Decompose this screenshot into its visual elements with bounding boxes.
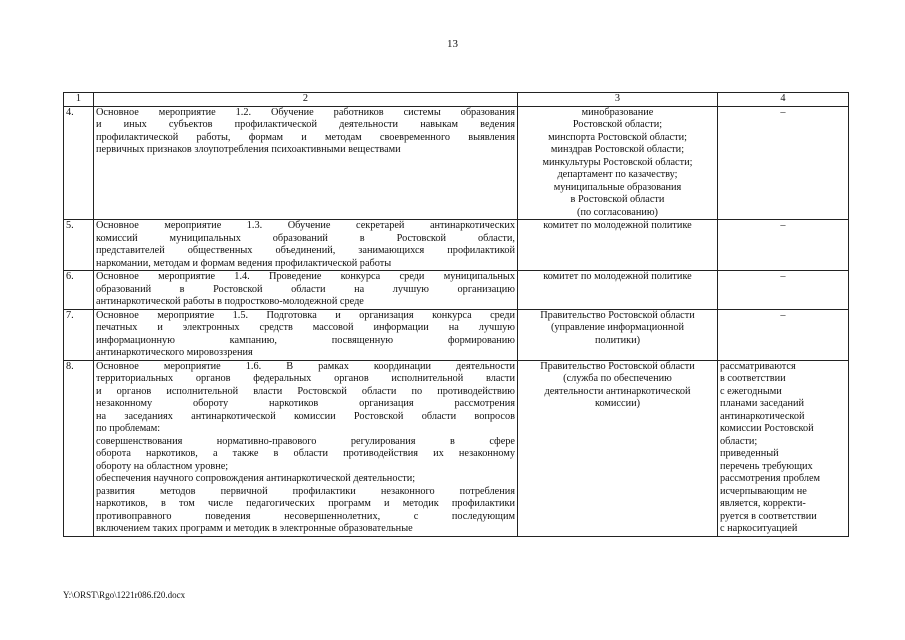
measure-description-line: печатных и электронных средств массовой информации на лучшую — [96, 322, 515, 333]
note-line: области; — [720, 435, 758, 447]
responsible-executor-line: минздрав Ростовской области; — [550, 144, 685, 155]
measure-description-line: развития методов первичной профилактики незаконного потребления — [96, 485, 515, 497]
responsible-executor-line: (управление информационной — [550, 322, 685, 333]
table-header-row — [64, 93, 849, 107]
note-line: с ежегодными — [720, 385, 782, 397]
measure-description-line: Основное мероприятие 1.4. Проведение конкурса среди муниципальных — [96, 271, 515, 282]
header-cell: 4 — [718, 93, 849, 107]
note — [718, 106, 849, 220]
measure-description-line: первичных признаков злоупотребления психоактивными веществами — [96, 144, 401, 155]
header-cell: 3 — [518, 93, 718, 107]
measure-description-line: территориальных органов федеральных органов исполнительной власти — [96, 373, 515, 384]
row-number: 8. — [64, 360, 94, 536]
row-number: 7. — [64, 309, 94, 360]
note-line: с наркоситуацией — [720, 523, 798, 534]
responsible-executor-line: Ростовской области; — [572, 119, 663, 130]
responsible-executor-line: Правительство Ростовской области — [540, 360, 695, 372]
responsible-executor-line: политики) — [594, 334, 641, 346]
table-row — [64, 220, 849, 271]
table-row — [64, 106, 849, 220]
header-cell: 2 — [94, 93, 518, 107]
measure-description — [94, 309, 518, 360]
table-row — [64, 271, 849, 310]
measure-description-line: Основное мероприятие 1.3. Обучение секретарей антинаркотических — [96, 220, 515, 231]
responsible-executor-line: минобразование — [581, 106, 654, 118]
file-path: Y:\ORST\Rgo\1221r086.f20.docx — [63, 590, 186, 600]
measure-description-line: противоправного поведения несовершеннолетних, с последующим — [96, 510, 515, 522]
note — [718, 309, 849, 360]
responsible-executor-line: комитет по молодежной политике — [543, 220, 692, 231]
note-line: исчерпывающим не — [720, 485, 807, 497]
measure-description-line: и органов исполнительной власти Ростовской области по противодействию — [96, 385, 515, 397]
note — [718, 271, 849, 310]
note-line: – — [780, 309, 786, 321]
measure-description-line: представителей общественных объединений, занимающихся профилактикой — [96, 245, 515, 256]
note — [718, 220, 849, 271]
note-line: перечень требующих — [720, 460, 813, 472]
measure-description — [94, 271, 518, 310]
responsible-executor-line: минкультуры Ростовской области; — [542, 156, 693, 168]
measure-description-line: включением таких программ и методик в электронные образовательные — [96, 523, 413, 534]
responsible-executor-line: комитет по молодежной политике — [543, 271, 692, 282]
responsible-executor — [518, 360, 718, 536]
measure-description-line: профилактической работы, формам и методам своевременного выявления — [96, 131, 515, 143]
header-cell: 1 — [64, 93, 94, 107]
note-line: является, корректи- — [720, 498, 806, 509]
responsible-executor — [518, 309, 718, 360]
table-row — [64, 309, 849, 360]
responsible-executor-line: в Ростовской области — [570, 194, 665, 205]
responsible-executor-line: (служба по обеспечению — [563, 373, 672, 384]
note-line: рассматриваются — [720, 360, 796, 372]
responsible-executor-line: департамент по казачеству; — [557, 169, 678, 180]
row-number: 4. — [64, 106, 94, 220]
responsible-executor-line: (по согласованию) — [577, 206, 658, 218]
page-number: 13 — [447, 38, 458, 50]
measure-description-line: образований в Ростовской области на лучшую организацию — [96, 283, 515, 295]
note-line: руется в соответствии — [720, 510, 817, 522]
responsible-executor-line: минспорта Ростовской области; — [548, 131, 687, 143]
measure-description-line: комиссий муниципальных образований в Ростовской области, — [96, 232, 515, 244]
measure-description-line: на заседаниях антинаркотической комиссии Ростовской области вопросов — [96, 410, 515, 422]
measure-description-line: наркотиков, в том числе педагогических программ и методик профилактики — [96, 498, 515, 509]
row-number: 6. — [64, 271, 94, 310]
measure-description — [94, 106, 518, 220]
measure-description-line: антинаркотической работы в подростково-молодежной среде — [96, 296, 364, 307]
responsible-executor-line: комиссии) — [594, 398, 641, 409]
measure-description-line: по проблемам: — [96, 423, 161, 434]
note-line: рассмотрения проблем — [720, 473, 821, 484]
measure-description-line: совершенствования нормативно-правового регулирования в сфере — [96, 435, 515, 447]
measure-description-line: наркомании, методам и формам ведения профилактической работы — [96, 257, 392, 269]
table-row — [64, 360, 849, 536]
measure-description-line: Основное мероприятие 1.5. Подготовка и организация конкурса среди — [96, 309, 515, 321]
measure-description — [94, 220, 518, 271]
measure-description-line: информационную кампанию, посвященную формированию — [96, 334, 515, 346]
responsible-executor — [518, 271, 718, 310]
note-line: комиссии Ростовской — [720, 423, 814, 434]
note-line: антинаркотической — [720, 410, 805, 422]
responsible-executor — [518, 106, 718, 220]
measure-description — [94, 360, 518, 536]
note-line: в соответствии — [720, 373, 786, 384]
measure-description-line: Основное мероприятие 1.6. В рамках координации деятельности — [96, 360, 515, 372]
measure-description-line: оборота наркотиков, а также в области противодействия их незаконному — [96, 448, 515, 459]
measures-table — [63, 92, 849, 537]
row-number: 5. — [64, 220, 94, 271]
responsible-executor-line: муниципальные образования — [553, 181, 682, 193]
note-line: – — [780, 220, 786, 231]
measure-description-line: обеспечения научного сопровождения антинаркотической деятельности; — [96, 473, 416, 484]
measure-description-line: обороту на областном уровне; — [96, 460, 229, 472]
measure-description-line: незаконному обороту наркотиков организация рассмотрения — [96, 398, 515, 409]
note-line: – — [780, 106, 786, 118]
responsible-executor-line: деятельности антинаркотической — [544, 385, 691, 397]
measure-description-line: и иных субъектов профилактической деятельности навыкам ведения — [96, 119, 515, 130]
note-line: планами заседаний — [720, 398, 805, 409]
responsible-executor-line: Правительство Ростовской области — [540, 309, 695, 321]
measure-description-line: антинаркотического мировоззрения — [96, 347, 253, 358]
responsible-executor — [518, 220, 718, 271]
note — [718, 360, 849, 536]
note-line: – — [780, 271, 786, 282]
note-line: приведенный — [720, 448, 779, 459]
measure-description-line: Основное мероприятие 1.2. Обучение работников системы образования — [96, 106, 515, 118]
